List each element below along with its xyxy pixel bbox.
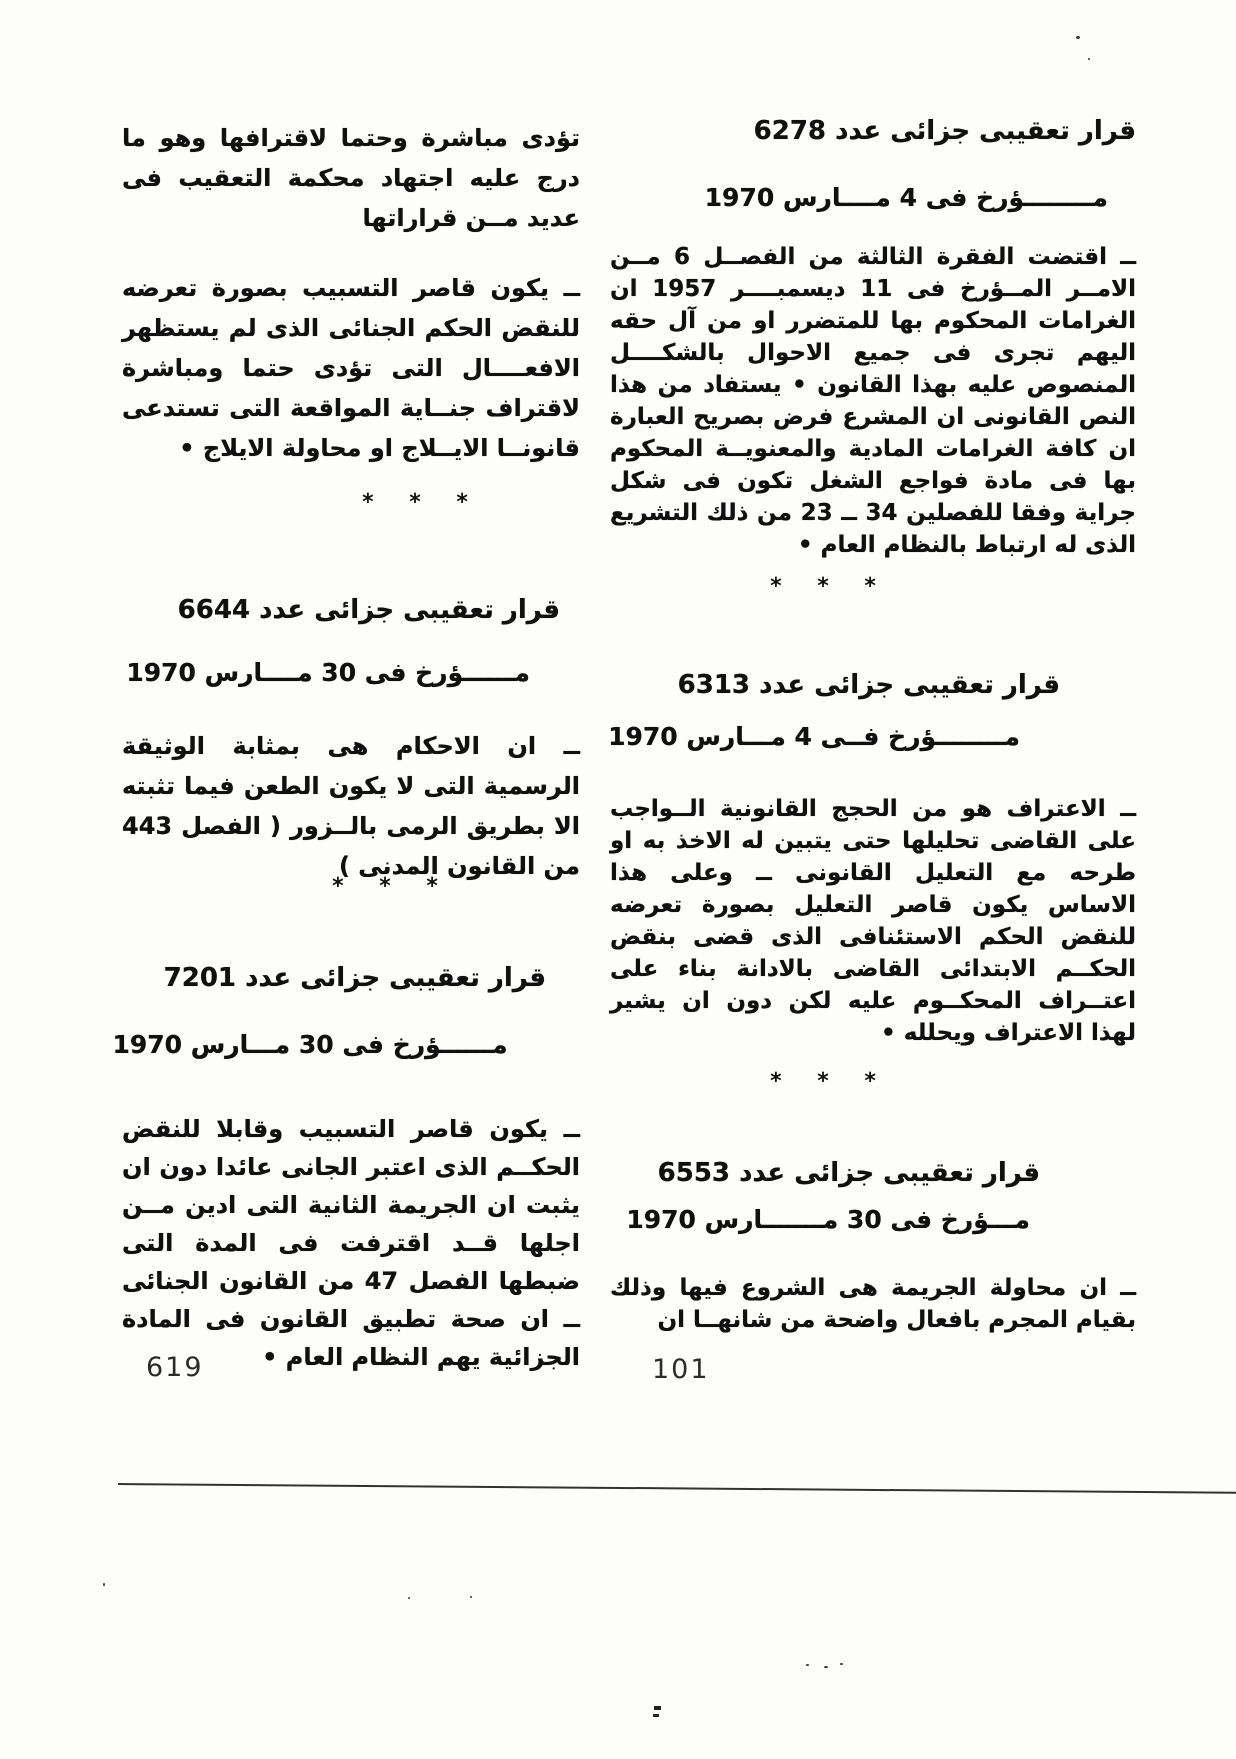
decision-body: ــ يكون قاصر التسبيب وقابلا للنقض الحكــم الذى اعتبر الجانى عائدا دون ان يثبت ان الجريمة الثانية التى ادين مــن اجلها قــد اقترفت فى المدة التى ضبطها الفصل 47 من القانون الجنائى ــ ان صحة تطبيق القانون فى المادة الجزائية يهم النظام العام •: [122, 1115, 580, 1371]
stars-separator: * * *: [332, 874, 448, 899]
decision-header: قرار تعقيبى جزائى عدد 7201: [163, 963, 546, 993]
decision-header: قرار تعقيبى جزائى عدد 6278: [753, 116, 1136, 146]
decision-body: ــ ان الاحكام هى بمثابة الوثيقة الرسمية التى لا يكون الطعن فيما تثبته الا بطريق الرمى بالــزور ( الفصل 443 من القانون المدنى ): [122, 732, 580, 880]
decision-header: قرار تعقيبى جزائى عدد 6313: [677, 670, 1060, 700]
scan-speck: [1088, 58, 1090, 60]
decision-date: مـــؤرخ فى 30 مـــــــارس 1970: [626, 1205, 1030, 1234]
decision-header: قرار تعقيبى جزائى عدد 6553: [657, 1158, 1040, 1188]
decision-date: مــــــــؤرخ فــى 4 مـــارس 1970: [608, 722, 1020, 751]
continuation-paragraph: تؤدى مباشرة وحتما لاقترافها وهو ما درج عليه اجتهاد محكمة التعقيب فى عديد مــن قراراتها: [122, 124, 580, 232]
decision-body: ــ اقتضت الفقرة الثالثة من الفصــل 6 مــن الامــر المــؤرخ فى 11 ديسمبــــر 1957 ان الغرامات المحكوم بها للمتضرر او من آل حقه اليهم تجرى فى جميع الاحوال بالشكــــل المنصوص عليه بهذا القانون • يستفاد من هذا النص القانونى ان المشرع فرض بصريح العبارة ان كافة الغرامات المادية والمعنويــة المحكوم بها فى مادة فواجع الشغل تكون فى شكل جراية وفقا للفصلين 34 ــ 23 من ذلك التشريع الذى له ارتباط بالنظام العام •: [610, 244, 1137, 558]
scan-speck: [840, 1663, 843, 1665]
decision-body: ــ الاعتراف هو من الحجج القانونية الــواجب على القاضى تحليلها حتى يتبين له الاخذ به او طرحه مع التعليل القانونى ــ وعلى هذا الاساس يكون قاصر التعليل بصورة تعرضه للنقض الحكم الاستئنافى الذى قضى بنقض الحكــم الابتدائى القاضى بالادانة بناء على اعتــراف المحكــوم عليه لكن دون ان يشير لهذا الاعتراف ويحلله •: [610, 796, 1136, 1046]
page-number-left: 619: [146, 1352, 204, 1383]
stars-separator: * * *: [770, 1069, 886, 1094]
decision-body: ــ يكون قاصر التسبيب بصورة تعرضه للنقض الحكم الجنائى الذى لم يستظهر الافعــــال التى تؤدى حتما ومباشرة لاقتراف جنــاية المواقعة التى تستدعى قانونــا الايــلاج او محاولة الايلاج •: [122, 274, 580, 462]
scan-line-artifact: [118, 1483, 1236, 1494]
scan-speck: [408, 1597, 410, 1599]
scan-speck: [470, 1596, 472, 1598]
scan-speck: [103, 1583, 105, 1586]
scan-speck: [824, 1666, 828, 1668]
stars-separator: * * *: [362, 490, 478, 515]
scan-speck: [806, 1664, 809, 1666]
decision-header: قرار تعقيبى جزائى عدد 6644: [177, 595, 560, 625]
decision-body: ــ ان محاولة الجريمة هى الشروع فيها وذلك بقيام المجرم بافعال واضحة من شانهــا ان: [610, 1275, 1136, 1333]
stars-separator: * * *: [770, 574, 886, 599]
decision-date: مــــــؤرخ فى 30 مـــارس 1970: [112, 1030, 508, 1059]
scan-mark: [653, 1706, 662, 1717]
decision-date: مــــــؤرخ فى 30 مــــارس 1970: [126, 658, 530, 687]
page-number-right: 101: [652, 1354, 710, 1385]
decision-date: مــــــــؤرخ فى 4 مــــارس 1970: [704, 183, 1108, 212]
scan-speck: [1076, 36, 1080, 39]
